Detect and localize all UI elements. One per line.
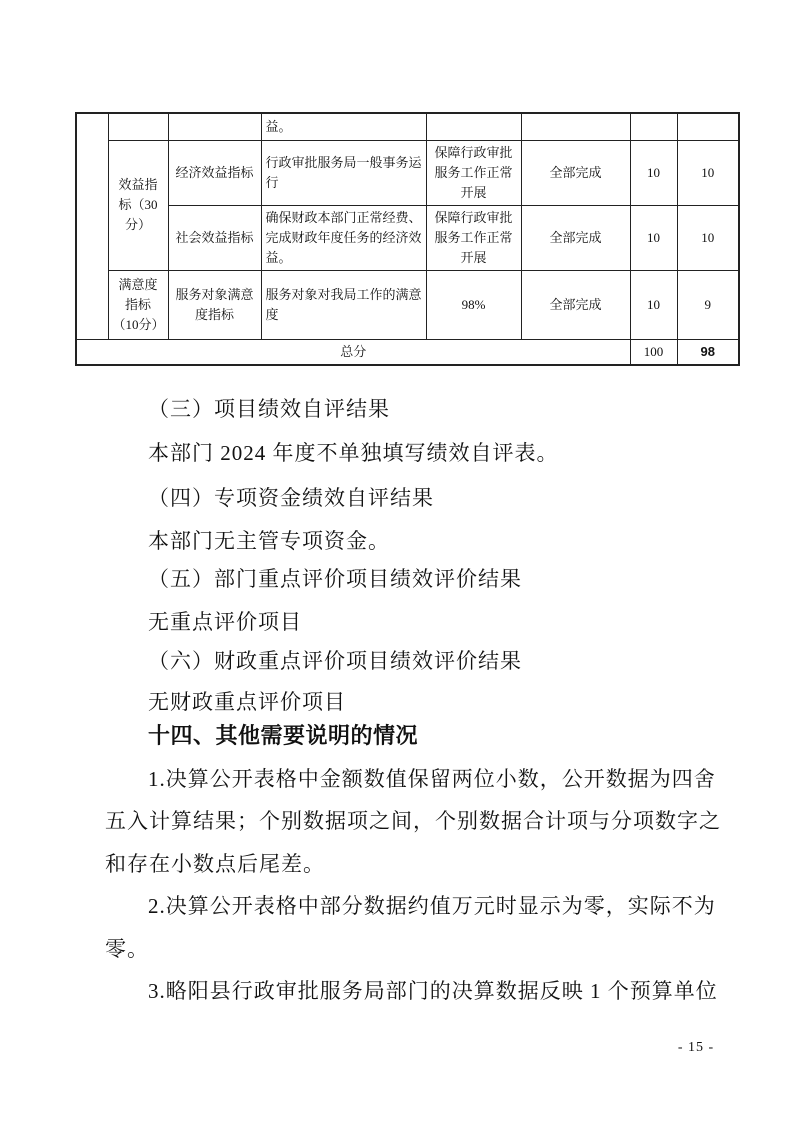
body-line: 无财政重点评价项目: [148, 690, 346, 714]
cell-indicator-target: 98%: [426, 270, 521, 339]
table-row-social-benefit: [76, 205, 739, 270]
cell-empty: [426, 113, 521, 140]
cell-left-spacer: [76, 113, 108, 339]
cell-indicator-target: 保障行政审批服务工作正常开展: [426, 140, 521, 205]
body-line: 五入计算结果；个别数据项之间，个别数据合计项与分项数字之: [105, 809, 721, 833]
cell-indicator-description: 确保财政本部门正常经费、完成财政年度任务的经济效益。: [261, 205, 426, 270]
section-heading-3: （三）项目绩效自评结果: [148, 397, 390, 421]
performance-table-wrap: [75, 112, 740, 366]
table-row-total: [76, 339, 739, 365]
table-row-carryover: [76, 113, 739, 140]
cell-benefit-group: 效益指标（30分）: [108, 140, 168, 270]
section-heading-4: （四）专项资金绩效自评结果: [148, 486, 434, 510]
body-line: 3.略阳县行政审批服务局部门的决算数据反映 1 个预算单位: [148, 979, 718, 1003]
cell-completion: 全部完成: [521, 140, 630, 205]
cell-satisfaction-group: 满意度指标（10分）: [108, 270, 168, 339]
body-line: 无重点评价项目: [148, 610, 302, 634]
cell-weight: 10: [630, 140, 677, 205]
cell-score: 10: [677, 140, 739, 205]
body-line: 本部门无主管专项资金。: [148, 529, 390, 553]
cell-indicator-description: 服务对象对我局工作的满意度: [261, 270, 426, 339]
cell-empty: [630, 113, 677, 140]
cell-indicator-name: 社会效益指标: [168, 205, 261, 270]
table-row-satisfaction: [76, 270, 739, 339]
cell-empty: [108, 113, 168, 140]
cell-total-score: 98: [677, 339, 739, 365]
body-line: 和存在小数点后尾差。: [105, 852, 325, 876]
body-line: 本部门 2024 年度不单独填写绩效自评表。: [148, 441, 559, 465]
cell-completion: 全部完成: [521, 270, 630, 339]
cell-carryover-text: 益。: [261, 113, 426, 140]
body-line: 零。: [105, 937, 149, 961]
cell-weight: 10: [630, 205, 677, 270]
cell-completion: 全部完成: [521, 205, 630, 270]
cell-total-label: 总分: [76, 339, 630, 365]
cell-indicator-name: 服务对象满意度指标: [168, 270, 261, 339]
cell-indicator-description: 行政审批服务局一般事务运行: [261, 140, 426, 205]
cell-empty: [168, 113, 261, 140]
performance-indicator-table: [75, 112, 740, 366]
cell-score: 9: [677, 270, 739, 339]
cell-score: 10: [677, 205, 739, 270]
cell-empty: [521, 113, 630, 140]
chapter-heading-14: 十四、其他需要说明的情况: [148, 723, 419, 748]
table-row-economic-benefit: [76, 140, 739, 205]
section-heading-5: （五）部门重点评价项目绩效评价结果: [148, 567, 522, 591]
body-line: 2.决算公开表格中部分数据约值万元时显示为零，实际不为: [148, 894, 716, 918]
section-heading-6: （六）财政重点评价项目绩效评价结果: [148, 649, 522, 673]
cell-total-weight: 100: [630, 339, 677, 365]
body-line: 1.决算公开表格中金额数值保留两位小数，公开数据为四舍: [148, 767, 716, 791]
page-number: - 15 -: [677, 1040, 715, 1055]
cell-weight: 10: [630, 270, 677, 339]
cell-indicator-name: 经济效益指标: [168, 140, 261, 205]
cell-indicator-target: 保障行政审批服务工作正常开展: [426, 205, 521, 270]
cell-empty: [677, 113, 739, 140]
